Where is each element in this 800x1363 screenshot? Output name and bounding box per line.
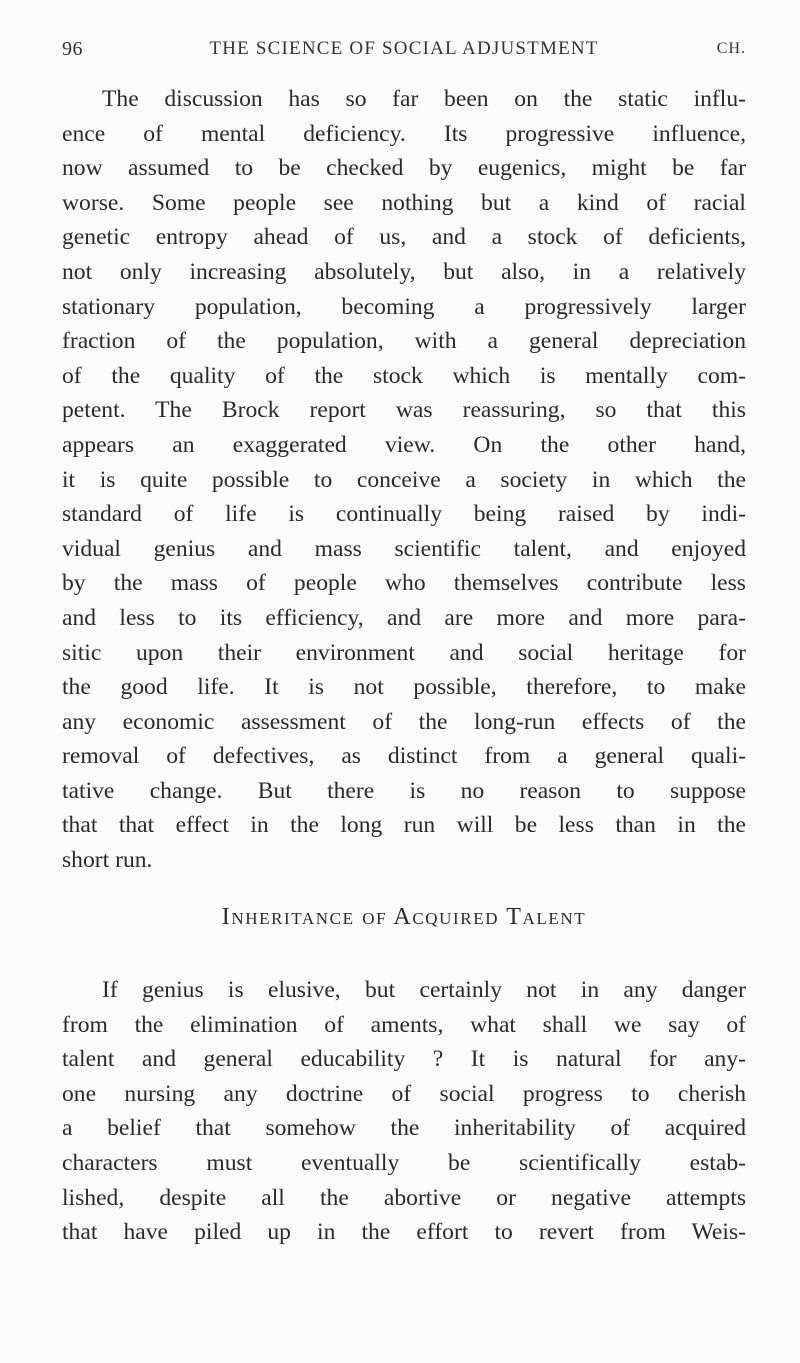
text-line: characters must eventually be scientifically estab-: [62, 1149, 746, 1176]
text-line: lished, despite all the abortive or negative attempts: [62, 1184, 746, 1211]
text-line: ence of mental deficiency. Its progressive influence,: [62, 120, 746, 147]
text-line: any economic assessment of the long-run effects of the: [62, 708, 746, 735]
text-line: removal of defectives, as distinct from a general quali-: [62, 743, 746, 770]
text-line: genetic entropy ahead of us, and a stock of deficients,: [62, 224, 746, 251]
text-line: not only increasing absolutely, but also, in a relatively: [62, 258, 746, 285]
text-line: standard of life is continually being raised by indi-: [62, 501, 746, 528]
text-line: and less to its efficiency, and are more and more para-: [62, 604, 746, 631]
text-line: one nursing any doctrine of social progress to cherish: [62, 1080, 746, 1107]
text-line: fraction of the population, with a general depreciation: [62, 328, 746, 355]
text-line: stationary population, becoming a progressively larger: [62, 293, 746, 320]
text-line: by the mass of people who themselves contribute less: [62, 570, 746, 597]
text-line: sitic upon their environment and social heritage for: [62, 639, 746, 666]
text-line: that that effect in the long run will be less than in the: [62, 812, 746, 839]
text-line: the good life. It is not possible, therefore, to make: [62, 674, 746, 701]
text-line: from the elimination of aments, what shall we say of: [62, 1011, 746, 1038]
section-heading: Inheritance of Acquired Talent: [221, 904, 587, 930]
text-line: it is quite possible to conceive a society in which the: [62, 466, 746, 493]
chapter-abbreviation: CH.: [716, 40, 746, 57]
paragraph-mental-deficiency: [62, 82, 746, 878]
page-number: 96: [62, 38, 83, 60]
text-line: tative change. But there is no reason to suppose: [62, 777, 746, 804]
text-line: a belief that somehow the inheritability of acquired: [62, 1115, 746, 1142]
running-head: [62, 38, 746, 68]
text-line: that have piled up in the effort to revert from Weis-: [62, 1219, 746, 1246]
text-line: short run.: [62, 847, 153, 874]
running-title: THE SCIENCE OF SOCIAL ADJUSTMENT: [209, 38, 599, 59]
text-line: appears an exaggerated view. On the other hand,: [62, 431, 746, 458]
text-line: talent and general educability ? It is natural for any-: [62, 1046, 746, 1073]
text-line: worse. Some people see nothing but a kind of racial: [62, 189, 746, 216]
text-line: of the quality of the stock which is mentally com-: [62, 362, 746, 389]
text-line: vidual genius and mass scientific talent, and enjoyed: [62, 535, 746, 562]
text-line: The discussion has so far been on the static influ-: [102, 86, 746, 112]
text-line: If genius is elusive, but certainly not in any danger: [102, 977, 746, 1003]
text-line: now assumed to be checked by eugenics, might be far: [62, 155, 746, 182]
paragraph-acquired-talent: [62, 973, 746, 1250]
text-line: petent. The Brock report was reassuring, so that this: [62, 397, 746, 424]
